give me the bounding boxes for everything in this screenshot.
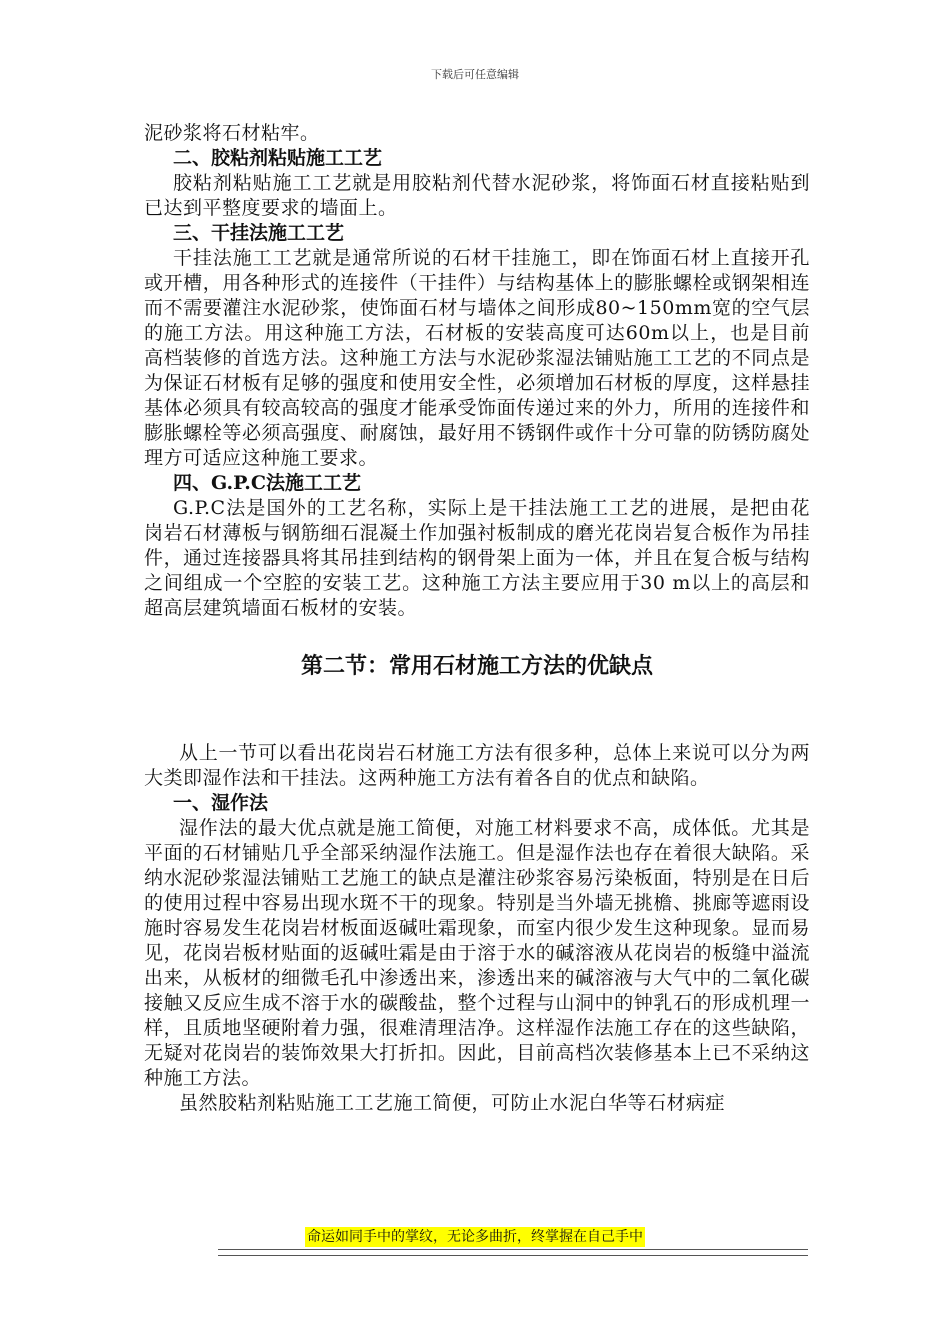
heading-gpc-method: 四、G.P.C法施工工艺 [173, 472, 362, 494]
paragraph-section-intro: 从上一节可以看出花岗岩石材施工方法有很多种，总体上来说可以分为两大类即湿作法和干挂法。这两种施工方法有着各自的优点和缺陷。 [144, 742, 810, 789]
paragraph-adhesive-method: 胶粘剂粘贴施工工艺就是用胶粘剂代替水泥砂浆，将饰面石材直接粘贴到已达到平整度要求的墙面上。 [144, 172, 810, 219]
footer-motto: 命运如同手中的掌纹，无论多曲折，终掌握在自己手中 [307, 1229, 643, 1245]
intro-paragraph: 泥砂浆将石材粘牢。 [144, 122, 320, 144]
section-title: 第二节：常用石材施工方法的优缺点 [300, 653, 653, 679]
heading-dry-hang-method: 三、干挂法施工工艺 [173, 222, 345, 244]
paragraph-adhesive-note: 虽然胶粘剂粘贴施工工艺施工简便，可防止水泥白华等石材病症 [179, 1092, 726, 1114]
paragraph-wet-method: 湿作法的最大优点就是施工简便，对施工材料要求不高，成体低。尤其是平面的石材铺贴几乎全部采纳湿作法施工。但是湿作法也存在着很大缺陷。采纳水泥砂浆湿法铺贴工艺施工的缺点是灌注砂浆容易污染板面，特别是在日后的使用过程中容易出现水斑不干的现象。特别是当外墙无挑檐、挑廊等遮雨设施时容易发生花岗岩材板面返碱吐霜现象，而室内很少发生这种现象。显而易见，花岗岩板材贴面的返碱吐霜是由于溶于水的碱溶液从花岗岩的板缝中溢流出来，从板材的细微毛孔中渗透出来，渗透出来的碱溶液与大气中的二氧化碳接触又反应生成不溶于水的碳酸盐，整个过程与山洞中的钟乳石的形成机理一样，且质地坚硬附着力强，很难清理洁净。这样湿作法施工存在的这些缺陷，无疑对花岗岩的装饰效果大打折扣。因此，目前高档次装修基本上已不采纳这种施工方法。 [144, 817, 810, 1089]
paragraph-dry-hang-method: 干挂法施工工艺就是通常所说的石材干挂施工，即在饰面石材上直接开孔或开槽，用各种形式的连接件（干挂件）与结构基体上的膨胀螺栓或钢架相连而不需要灌注水泥砂浆，使饰面石材与墙体之间形成80~150mm宽的空气层的施工方法。用这种施工方法，石材板的安装高度可达60m以上，也是目前高档装修的首选方法。这种施工方法与水泥砂浆湿法铺贴施工工艺的不同点是为保证石材板有足够的强度和使用安全性，必须增加石材板的厚度，这样悬挂基体必须具有较高较高的强度才能承受饰面传递过来的外力，所用的连接件和膨胀螺栓等必须高强度、耐腐蚀，最好用不锈钢件或作十分可靠的防锈防腐处理方可适应这种施工要求。 [144, 247, 810, 469]
page-header-note: 下载后可任意编辑 [431, 68, 519, 81]
document-body [144, 121, 810, 1116]
heading-adhesive-method: 二、胶粘剂粘贴施工工艺 [173, 147, 383, 169]
page-footer [0, 1226, 950, 1247]
heading-wet-method: 一、湿作法 [173, 792, 269, 814]
footer-double-rule [218, 1249, 808, 1256]
paragraph-gpc-method: G.P.C法是国外的工艺名称，实际上是干挂法施工工艺的进展，是把由花岗岩石材薄板与钢筋细石混凝土作加强衬板制成的磨光花岗岩复合板作为吊挂件，通过连接器具将其吊挂到结构的钢骨架上面为一体，并且在复合板与结构之间组成一个空腔的安装工艺。这种施工方法主要应用于30 m以上的高层和超高层建筑墙面石板材的安装。 [144, 497, 810, 619]
